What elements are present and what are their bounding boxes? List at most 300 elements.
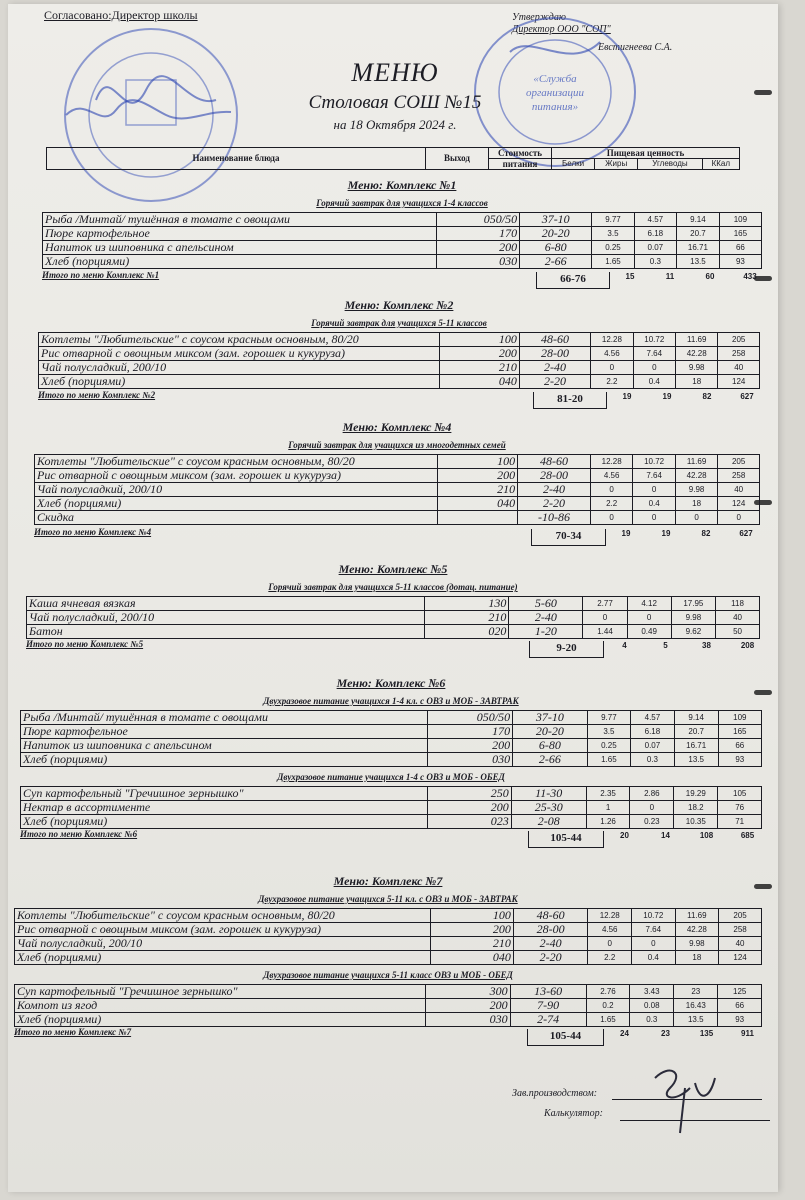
total-kcal: 627 bbox=[740, 392, 754, 401]
dish-name: Котлеты "Любительские" с соусом красным основным, 80/20 bbox=[35, 455, 438, 469]
total-label: Итого по меню Комплекс №2 bbox=[38, 390, 156, 400]
dish-output: 170 bbox=[428, 725, 513, 739]
dish-protein: 1.65 bbox=[592, 255, 634, 269]
total-fat: 5 bbox=[663, 641, 668, 650]
dish-price: 48-60 bbox=[513, 909, 588, 923]
dish-fat: 0 bbox=[633, 511, 675, 525]
dish-output: 030 bbox=[437, 255, 520, 269]
col-nutrition: Пищевая ценность bbox=[552, 148, 740, 159]
dish-fat: 0 bbox=[633, 483, 675, 497]
dish-name: Чай полусладкий, 200/10 bbox=[15, 937, 431, 951]
dish-name: Напиток из шиповника с апельсином bbox=[43, 241, 437, 255]
dish-kcal: 258 bbox=[719, 923, 762, 937]
total-nutrition bbox=[604, 831, 768, 840]
company-stamp-line3: питания» bbox=[531, 101, 579, 113]
dish-protein: 0 bbox=[583, 611, 627, 625]
dish-fat: 0 bbox=[627, 611, 671, 625]
dish-protein: 9.77 bbox=[587, 711, 631, 725]
dish-carbs: 18.2 bbox=[674, 801, 718, 815]
production-manager-label: Зав.производством: bbox=[512, 1088, 598, 1099]
dish-fat: 0.4 bbox=[633, 375, 675, 389]
column-header bbox=[46, 147, 740, 170]
col-carbs: Углеводы bbox=[638, 159, 702, 170]
dish-protein: 12.28 bbox=[588, 909, 632, 923]
dish-fat: 7.64 bbox=[633, 347, 675, 361]
dish-carbs: 13.5 bbox=[677, 255, 720, 269]
dish-carbs: 13.5 bbox=[674, 1013, 718, 1027]
dish-protein: 12.28 bbox=[590, 455, 632, 469]
total-nutrition bbox=[610, 272, 770, 281]
group-subtitle: Горячий завтрак для учащихся 1-4 классов bbox=[316, 198, 488, 208]
total-price: 81-20 bbox=[533, 392, 607, 409]
dish-output: 200 bbox=[428, 739, 513, 753]
dish-output: 050/50 bbox=[428, 711, 513, 725]
dish-carbs: 9.62 bbox=[671, 625, 715, 639]
dish-name: Нектар в ассортименте bbox=[21, 801, 428, 815]
total-protein: 19 bbox=[622, 392, 632, 401]
dish-protein: 2.2 bbox=[588, 951, 632, 965]
approval-right-line2: Директор ООО "СОП" bbox=[512, 24, 611, 35]
dish-output: 200 bbox=[430, 923, 513, 937]
dish-name: Суп картофельный "Гречишное зернышко" bbox=[21, 787, 428, 801]
dish-name: Рыба /Минтай/ тушённая в томате с овощами bbox=[43, 213, 437, 227]
dish-name: Хлеб (порциями) bbox=[35, 497, 438, 511]
section-title: Меню: Комплекс №5 bbox=[338, 562, 448, 576]
dish-output: 130 bbox=[425, 597, 509, 611]
dish-protein: 3.5 bbox=[587, 725, 631, 739]
menu-table bbox=[38, 332, 760, 389]
dish-output: 200 bbox=[437, 241, 520, 255]
approval-right-line1: Утверждаю bbox=[512, 12, 566, 23]
dish-carbs: 11.69 bbox=[675, 909, 719, 923]
table-row bbox=[43, 227, 762, 241]
dish-output: 030 bbox=[428, 753, 513, 767]
table-row bbox=[39, 347, 760, 361]
dish-fat: 4.57 bbox=[631, 711, 675, 725]
dish-output: 200 bbox=[425, 999, 510, 1013]
dish-fat: 0 bbox=[633, 361, 675, 375]
dish-fat: 0.07 bbox=[634, 241, 676, 255]
dish-carbs: 9.98 bbox=[675, 483, 717, 497]
dish-fat: 0.3 bbox=[634, 255, 676, 269]
dish-carbs: 11.69 bbox=[676, 333, 718, 347]
dish-carbs: 42.28 bbox=[675, 923, 719, 937]
dish-price: 2-40 bbox=[513, 937, 588, 951]
dish-output: 040 bbox=[438, 497, 518, 511]
table-row bbox=[27, 597, 760, 611]
dish-protein: 1 bbox=[586, 801, 630, 815]
menu-table bbox=[14, 908, 762, 965]
dish-fat: 0.08 bbox=[630, 999, 674, 1013]
total-price: 105-44 bbox=[527, 1029, 604, 1046]
dish-kcal: 40 bbox=[718, 361, 760, 375]
dish-carbs: 17.95 bbox=[671, 597, 715, 611]
total-kcal: 911 bbox=[741, 1029, 754, 1038]
section-title: Меню: Комплекс №1 bbox=[347, 178, 457, 192]
table-row bbox=[39, 375, 760, 389]
table-row bbox=[43, 213, 762, 227]
dish-kcal: 125 bbox=[718, 985, 762, 999]
group-subtitle: Горячий завтрак для учащихся из многодетных семей bbox=[288, 440, 506, 450]
total-carbs: 82 bbox=[702, 392, 712, 401]
dish-carbs: 16.71 bbox=[674, 739, 718, 753]
dish-price: 28-00 bbox=[519, 347, 590, 361]
dish-price: 6-80 bbox=[520, 241, 592, 255]
dish-name: Рис отварной с овощным миксом (зам. горошек и кукуруза) bbox=[15, 923, 431, 937]
dish-output: 030 bbox=[425, 1013, 510, 1027]
col-fat: Жиры bbox=[595, 159, 638, 170]
dish-price: 2-20 bbox=[519, 375, 590, 389]
dish-name: Рис отварной с овощным миксом (зам. горошек и кукуруза) bbox=[35, 469, 438, 483]
menu-table bbox=[20, 710, 762, 767]
dish-price: 7-90 bbox=[510, 999, 586, 1013]
dish-carbs: 13.5 bbox=[674, 753, 718, 767]
dish-name: Скидка bbox=[35, 511, 438, 525]
dish-fat: 0.4 bbox=[633, 497, 675, 511]
dish-price: 2-20 bbox=[518, 497, 591, 511]
table-row bbox=[21, 739, 762, 753]
dish-carbs: 19.29 bbox=[674, 787, 718, 801]
section-title: Меню: Комплекс №2 bbox=[344, 298, 454, 312]
dish-output: 250 bbox=[427, 787, 511, 801]
table-row bbox=[43, 255, 762, 269]
dish-price: 11-30 bbox=[511, 787, 586, 801]
table-row bbox=[15, 999, 762, 1013]
dish-carbs: 23 bbox=[674, 985, 718, 999]
total-fat: 23 bbox=[661, 1029, 670, 1038]
dish-protein: 2.2 bbox=[590, 497, 632, 511]
dish-price: 2-20 bbox=[513, 951, 588, 965]
dish-protein: 0.25 bbox=[592, 241, 634, 255]
dish-kcal: 165 bbox=[718, 725, 761, 739]
dish-name: Каша ячневая вязкая bbox=[27, 597, 425, 611]
total-kcal: 433 bbox=[743, 272, 757, 281]
menu-table bbox=[14, 984, 762, 1027]
dish-protein: 2.77 bbox=[583, 597, 627, 611]
dish-fat: 10.72 bbox=[633, 455, 675, 469]
dish-kcal: 40 bbox=[718, 483, 760, 497]
col-cost-2: питания bbox=[489, 159, 552, 170]
table-row bbox=[15, 951, 762, 965]
dish-fat: 7.64 bbox=[632, 923, 676, 937]
menu-table bbox=[20, 786, 762, 829]
total-nutrition bbox=[606, 529, 766, 538]
dish-carbs: 20.7 bbox=[674, 725, 718, 739]
dish-fat: 0 bbox=[630, 801, 674, 815]
dish-price: 2-08 bbox=[511, 815, 586, 829]
dish-protein: 9.77 bbox=[592, 213, 634, 227]
dish-fat: 7.64 bbox=[633, 469, 675, 483]
dish-kcal: 40 bbox=[716, 611, 760, 625]
total-label: Итого по меню Комплекс №6 bbox=[20, 829, 138, 839]
total-carbs: 108 bbox=[699, 831, 714, 840]
dish-price: 25-30 bbox=[511, 801, 586, 815]
table-row bbox=[21, 753, 762, 767]
dish-name: Суп картофельный "Гречишное зернышко" bbox=[15, 985, 426, 999]
dish-price: 28-00 bbox=[513, 923, 588, 937]
dish-carbs: 9.98 bbox=[676, 361, 718, 375]
handwritten-signature bbox=[640, 1058, 730, 1138]
menu-table bbox=[26, 596, 760, 639]
total-protein: 4 bbox=[622, 641, 627, 650]
dish-kcal: 105 bbox=[718, 787, 762, 801]
col-cost: Стоимость bbox=[489, 148, 552, 159]
total-kcal: 627 bbox=[739, 529, 753, 538]
dish-price: 2-40 bbox=[509, 611, 583, 625]
dish-carbs: 18 bbox=[675, 497, 717, 511]
dish-price: 20-20 bbox=[520, 227, 592, 241]
total-price: 9-20 bbox=[529, 641, 604, 658]
company-stamp-line1: «Служба bbox=[533, 73, 577, 85]
menu-table bbox=[42, 212, 762, 269]
dish-kcal: 66 bbox=[718, 739, 761, 753]
dish-protein: 1.26 bbox=[586, 815, 630, 829]
table-row bbox=[15, 909, 762, 923]
dish-output: 100 bbox=[430, 909, 513, 923]
table-row bbox=[27, 611, 760, 625]
dish-name: Напиток из шиповника с апельсином bbox=[21, 739, 428, 753]
dish-protein: 2.2 bbox=[591, 375, 633, 389]
dish-carbs: 11.69 bbox=[675, 455, 717, 469]
dish-protein: 1.44 bbox=[583, 625, 627, 639]
dish-kcal: 205 bbox=[719, 909, 762, 923]
dish-carbs: 9.98 bbox=[671, 611, 715, 625]
dish-output: 210 bbox=[425, 611, 509, 625]
dish-output: 100 bbox=[438, 455, 518, 469]
dish-carbs: 16.43 bbox=[674, 999, 718, 1013]
dish-name: Батон bbox=[27, 625, 425, 639]
dish-output: 200 bbox=[440, 347, 520, 361]
menu-table bbox=[34, 454, 760, 525]
dish-carbs: 18 bbox=[675, 951, 719, 965]
dish-fat: 0.3 bbox=[631, 753, 675, 767]
dish-protein: 2.76 bbox=[586, 985, 630, 999]
dish-kcal: 93 bbox=[719, 255, 761, 269]
total-protein: 20 bbox=[620, 831, 629, 840]
group-subtitle: Двухразовое питание учащихся 1-4 кл. с ОВЗ и МОБ - ЗАВТРАК bbox=[263, 696, 519, 706]
dish-name: Хлеб (порциями) bbox=[15, 1013, 426, 1027]
dish-price: 1-20 bbox=[509, 625, 583, 639]
dish-carbs: 9.98 bbox=[675, 937, 719, 951]
approval-right-name: Евстигнеева С.А. bbox=[598, 42, 673, 53]
dish-price: 37-10 bbox=[520, 213, 592, 227]
dish-fat: 2.86 bbox=[630, 787, 674, 801]
total-kcal: 208 bbox=[740, 641, 755, 650]
table-row bbox=[39, 361, 760, 375]
table-row bbox=[15, 937, 762, 951]
total-carbs: 135 bbox=[699, 1029, 714, 1038]
dish-name: Хлеб (порциями) bbox=[21, 815, 428, 829]
group-subtitle: Двухразовое питание учащихся 5-11 класс ОВЗ и МОБ - ОБЕД bbox=[263, 970, 513, 980]
dish-kcal: 109 bbox=[718, 711, 761, 725]
dish-protein: 4.56 bbox=[591, 347, 633, 361]
col-output: Выход bbox=[426, 148, 489, 170]
dish-price: 6-80 bbox=[513, 739, 588, 753]
group-subtitle: Двухразовое питание учащихся 1-4 с ОВЗ и МОБ - ОБЕД bbox=[277, 772, 505, 782]
group-subtitle: Двухразовое питание учащихся 5-11 кл. с ОВЗ и МОБ - ЗАВТРАК bbox=[258, 894, 518, 904]
school-name: Столовая СОШ №15 bbox=[308, 92, 482, 113]
dish-output: 100 bbox=[440, 333, 520, 347]
dish-name: Пюре картофельное bbox=[43, 227, 437, 241]
dish-carbs: 20.7 bbox=[677, 227, 720, 241]
table-row bbox=[15, 923, 762, 937]
dish-fat: 6.18 bbox=[631, 725, 675, 739]
total-carbs: 82 bbox=[701, 529, 711, 538]
dish-protein: 0 bbox=[590, 511, 632, 525]
table-row bbox=[35, 511, 760, 525]
total-protein: 15 bbox=[625, 272, 635, 281]
dish-output: 040 bbox=[430, 951, 513, 965]
dish-fat: 0.23 bbox=[630, 815, 674, 829]
dish-kcal: 93 bbox=[718, 753, 761, 767]
total-fat: 19 bbox=[661, 529, 671, 538]
dish-name: Хлеб (порциями) bbox=[15, 951, 431, 965]
dish-kcal: 71 bbox=[718, 815, 762, 829]
dish-kcal: 76 bbox=[718, 801, 762, 815]
total-price: 70-34 bbox=[531, 529, 606, 546]
table-row bbox=[21, 711, 762, 725]
dish-name: Чай полусладкий, 200/10 bbox=[35, 483, 438, 497]
dish-fat: 0 bbox=[632, 937, 676, 951]
dish-name: Чай полусладкий, 200/10 bbox=[39, 361, 440, 375]
dish-output: 050/50 bbox=[437, 213, 520, 227]
table-row bbox=[21, 801, 762, 815]
dish-protein: 0 bbox=[591, 361, 633, 375]
dish-carbs: 16.71 bbox=[677, 241, 720, 255]
table-row bbox=[21, 725, 762, 739]
dish-fat: 0.49 bbox=[627, 625, 671, 639]
total-nutrition bbox=[604, 641, 768, 650]
dish-price: 37-10 bbox=[513, 711, 588, 725]
dish-output: 020 bbox=[425, 625, 509, 639]
dish-name: Компот из ягод bbox=[15, 999, 426, 1013]
total-carbs: 38 bbox=[702, 641, 711, 650]
dish-price: 48-60 bbox=[519, 333, 590, 347]
dish-kcal: 258 bbox=[718, 469, 760, 483]
dish-fat: 3.43 bbox=[630, 985, 674, 999]
dish-output bbox=[438, 511, 518, 525]
dish-price: 20-20 bbox=[513, 725, 588, 739]
dish-price: 2-40 bbox=[518, 483, 591, 497]
dish-fat: 10.72 bbox=[633, 333, 675, 347]
table-row bbox=[35, 483, 760, 497]
section-title: Меню: Комплекс №7 bbox=[333, 874, 443, 888]
dish-kcal: 93 bbox=[718, 1013, 762, 1027]
dish-protein: 0 bbox=[588, 937, 632, 951]
dish-output: 210 bbox=[438, 483, 518, 497]
total-price: 105-44 bbox=[528, 831, 604, 848]
dish-price: 5-60 bbox=[509, 597, 583, 611]
dish-protein: 0.2 bbox=[586, 999, 630, 1013]
total-protein: 24 bbox=[620, 1029, 629, 1038]
total-fat: 19 bbox=[662, 392, 672, 401]
company-stamp-line2: организации bbox=[525, 87, 585, 99]
table-row bbox=[27, 625, 760, 639]
dish-output: 170 bbox=[437, 227, 520, 241]
total-label: Итого по меню Комплекс №7 bbox=[14, 1027, 132, 1037]
dish-output: 200 bbox=[438, 469, 518, 483]
dish-protein: 0.25 bbox=[587, 739, 631, 753]
total-protein: 19 bbox=[621, 529, 631, 538]
dish-price: 2-66 bbox=[520, 255, 592, 269]
dish-output: 210 bbox=[440, 361, 520, 375]
dish-name: Котлеты "Любительские" с соусом красным основным, 80/20 bbox=[39, 333, 440, 347]
dish-name: Котлеты "Любительские" с соусом красным основным, 80/20 bbox=[15, 909, 431, 923]
dish-price: 28-00 bbox=[518, 469, 591, 483]
dish-price: 2-66 bbox=[513, 753, 588, 767]
dish-kcal: 109 bbox=[719, 213, 761, 227]
total-fat: 14 bbox=[661, 831, 670, 840]
dish-kcal: 118 bbox=[716, 597, 760, 611]
dish-price: 2-40 bbox=[519, 361, 590, 375]
dish-fat: 0.3 bbox=[630, 1013, 674, 1027]
dish-price: 48-60 bbox=[518, 455, 591, 469]
dish-name: Рыба /Минтай/ тушённая в томате с овощами bbox=[21, 711, 428, 725]
dish-kcal: 165 bbox=[719, 227, 761, 241]
dish-output: 040 bbox=[440, 375, 520, 389]
section-title: Меню: Комплекс №6 bbox=[336, 676, 446, 690]
dish-protein: 4.56 bbox=[588, 923, 632, 937]
total-nutrition bbox=[604, 1029, 768, 1038]
section-title: Меню: Комплекс №4 bbox=[342, 420, 452, 434]
table-row bbox=[35, 497, 760, 511]
dish-protein: 1.65 bbox=[586, 1013, 630, 1027]
dish-carbs: 18 bbox=[676, 375, 718, 389]
group-subtitle: Горячий завтрак для учащихся 5-11 классов (дотац. питание) bbox=[268, 582, 518, 592]
dish-name: Рис отварной с овощным миксом (зам. горошек и кукуруза) bbox=[39, 347, 440, 361]
group-subtitle: Горячий завтрак для учащихся 5-11 классов bbox=[311, 318, 487, 328]
dish-kcal: 124 bbox=[718, 375, 760, 389]
calculator-label: Калькулятор: bbox=[544, 1108, 603, 1119]
col-dish: Наименование блюда bbox=[47, 148, 426, 170]
dish-carbs: 9.14 bbox=[677, 213, 720, 227]
total-label: Итого по меню Комплекс №4 bbox=[34, 527, 152, 537]
dish-kcal: 205 bbox=[718, 333, 760, 347]
dish-kcal: 124 bbox=[718, 497, 760, 511]
total-carbs: 60 bbox=[705, 272, 715, 281]
dish-name: Хлеб (порциями) bbox=[39, 375, 440, 389]
dish-protein: 12.28 bbox=[591, 333, 633, 347]
table-row bbox=[21, 815, 762, 829]
dish-name: Хлеб (порциями) bbox=[43, 255, 437, 269]
dish-kcal: 0 bbox=[718, 511, 760, 525]
total-kcal: 685 bbox=[740, 831, 755, 840]
total-fat: 11 bbox=[665, 272, 675, 281]
total-price: 66-76 bbox=[536, 272, 610, 289]
table-row bbox=[43, 241, 762, 255]
total-label: Итого по меню Комплекс №1 bbox=[42, 270, 160, 280]
dish-protein: 2.35 bbox=[586, 787, 630, 801]
dish-carbs: 42.28 bbox=[675, 469, 717, 483]
dish-kcal: 124 bbox=[719, 951, 762, 965]
dish-kcal: 50 bbox=[716, 625, 760, 639]
dish-price: 2-74 bbox=[510, 1013, 586, 1027]
dish-protein: 0 bbox=[590, 483, 632, 497]
dish-output: 023 bbox=[427, 815, 511, 829]
dish-price: 13-60 bbox=[510, 985, 586, 999]
dish-protein: 1.65 bbox=[587, 753, 631, 767]
dish-fat: 0.4 bbox=[632, 951, 676, 965]
table-row bbox=[39, 333, 760, 347]
dish-name: Чай полусладкий, 200/10 bbox=[27, 611, 425, 625]
total-label: Итого по меню Комплекс №5 bbox=[26, 639, 144, 649]
dish-protein: 4.56 bbox=[590, 469, 632, 483]
dish-fat: 4.12 bbox=[627, 597, 671, 611]
dish-fat: 0.07 bbox=[631, 739, 675, 753]
dish-carbs: 9.14 bbox=[674, 711, 718, 725]
dish-fat: 6.18 bbox=[634, 227, 676, 241]
dish-output: 200 bbox=[427, 801, 511, 815]
